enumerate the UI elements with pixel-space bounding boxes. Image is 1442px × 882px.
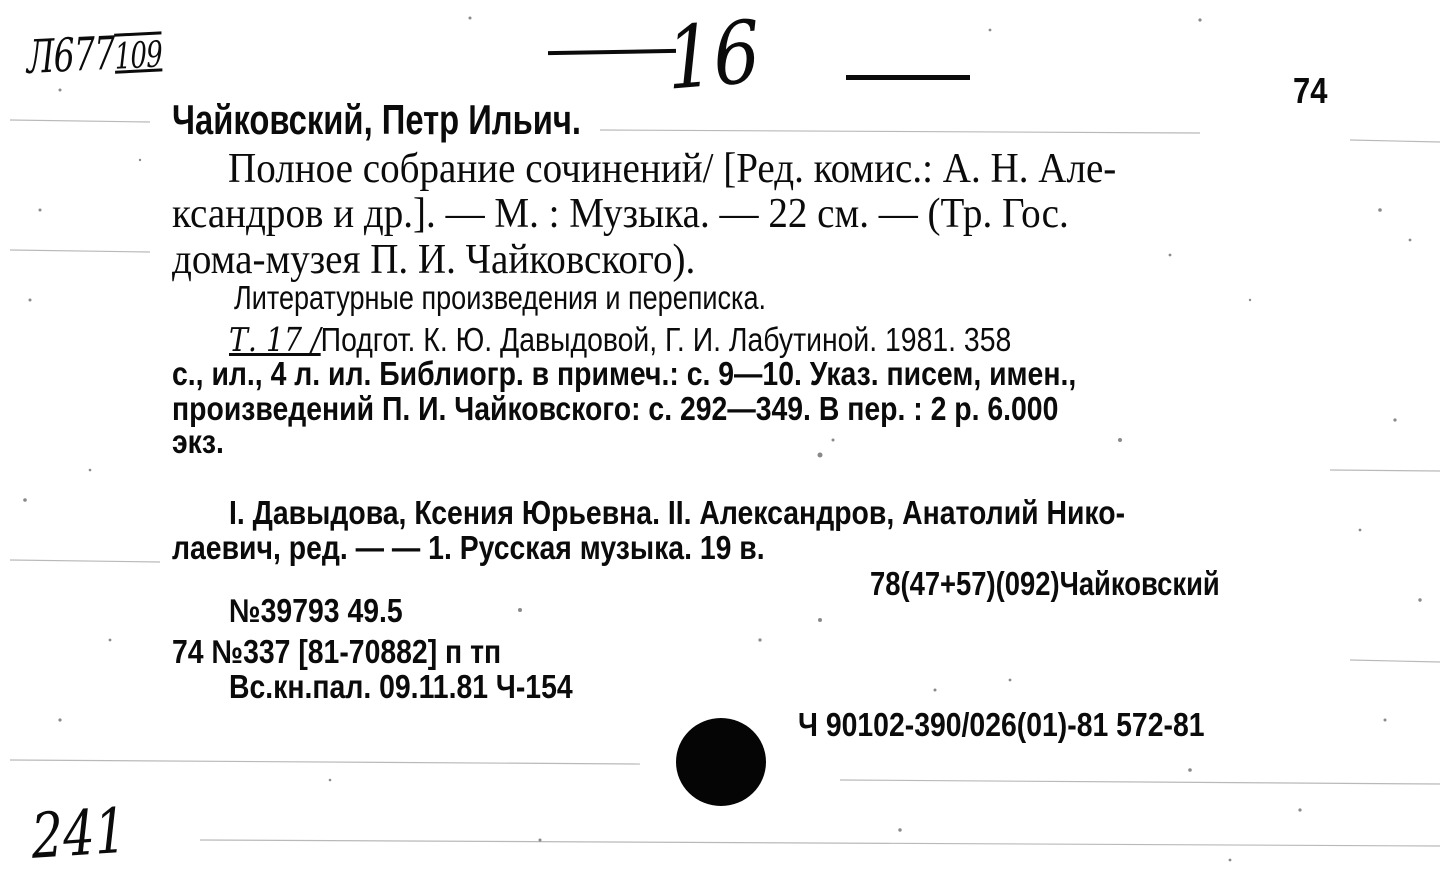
subject-headings-line: I. Давыдова, Ксения Юрьевна. II. Александров, Анатолий Нико- bbox=[229, 494, 1126, 531]
details-line bbox=[229, 320, 1011, 359]
details-line: произведений П. И. Чайковского: с. 292—349. В пер. : 2 р. 6.000 bbox=[172, 390, 1059, 427]
registration-line: Вс.кн.пал. 09.11.81 Ч-154 bbox=[229, 668, 573, 705]
call-number-main: Л677 bbox=[26, 25, 116, 84]
header-dash-right bbox=[846, 75, 970, 80]
details-line-text: Подгот. К. Ю. Давыдовой, Г. И. Лабутиной. 1981. 358 bbox=[320, 321, 1012, 358]
handwritten-number: 16 bbox=[664, 2, 763, 110]
subtitle: Литературные произведения и переписка. bbox=[234, 279, 767, 316]
author-heading: Чайковский, Петр Ильич. bbox=[172, 96, 582, 143]
registration-line: 74 №337 [81-70882] п тп bbox=[172, 633, 502, 670]
cutter-number: 74 bbox=[1293, 70, 1328, 111]
details-line: с., ил., 4 л. ил. Библиогр. в примеч.: с. 9—10. Указ. писем, имен., bbox=[172, 355, 1077, 392]
call-number bbox=[26, 23, 163, 84]
udc-classification: 78(47+57)(092)Чайковский bbox=[870, 565, 1220, 602]
title-line: Полное собрание сочинений/ [Ред. комис.: А. Н. Але- bbox=[228, 146, 1117, 192]
subject-headings-line: лаевич, ред. — — 1. Русская музыка. 19 в. bbox=[172, 529, 765, 566]
punch-hole bbox=[676, 718, 766, 806]
title-line: дома-музея П. И. Чайковского). bbox=[172, 237, 696, 283]
footer-handwritten-number: 241 bbox=[30, 793, 128, 873]
volume-handwritten: Т. 17 / bbox=[229, 320, 321, 359]
registration-line: №39793 49.5 bbox=[229, 592, 403, 629]
title-line: ксандров и др.]. — М. : Музыка. — 22 см. — (Тр. Гос. bbox=[172, 191, 1069, 237]
catalog-code: Ч 90102-390/026(01)-81 572-81 bbox=[798, 706, 1205, 743]
call-number-sub: 109 bbox=[114, 34, 163, 78]
details-line: экз. bbox=[172, 423, 224, 460]
